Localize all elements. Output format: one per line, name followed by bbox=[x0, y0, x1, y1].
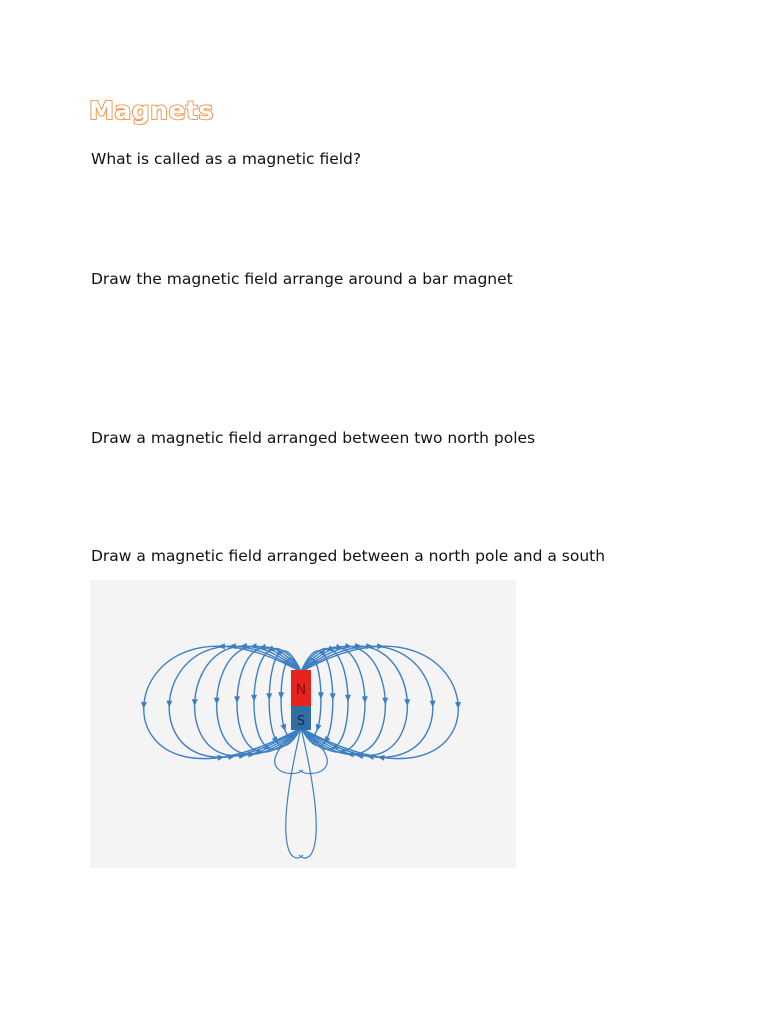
question-two-north-poles: Draw a magnetic field arranged between two north poles bbox=[91, 429, 536, 447]
question-magnetic-field-definition: What is called as a magnetic field? bbox=[91, 150, 362, 168]
bar-magnet bbox=[291, 670, 311, 730]
question-north-south-pole: Draw a magnetic field arranged between a north pole and a south bbox=[91, 547, 606, 565]
page-title: Magnets bbox=[89, 96, 214, 125]
magnetic-field-illustration bbox=[90, 580, 516, 868]
north-pole-label: N bbox=[295, 682, 307, 698]
question-bar-magnet-field: Draw the magnetic field arrange around a bar magnet bbox=[91, 270, 513, 288]
field-lines-svg bbox=[90, 580, 516, 868]
south-pole-label: S bbox=[296, 714, 306, 729]
